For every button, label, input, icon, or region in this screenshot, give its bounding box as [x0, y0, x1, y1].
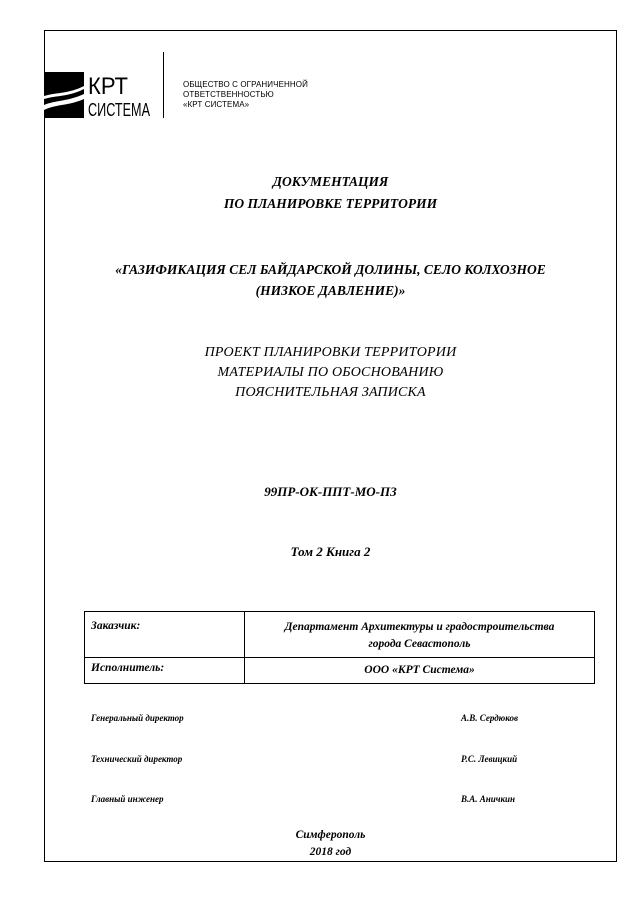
info-table	[84, 611, 595, 684]
footer-city: Симферополь	[295, 829, 366, 841]
table-row	[85, 612, 595, 658]
signature-role: Главный инженер	[91, 794, 164, 804]
customer-value-line: Департамент Архитектуры и градостроительства	[284, 621, 555, 633]
contractor-label: Исполнитель:	[85, 658, 245, 684]
krt-sistema-logo	[44, 72, 159, 118]
company-line: ОБЩЕСТВО С ОГРАНИЧЕННОЙ	[183, 80, 308, 89]
company-line: ОТВЕТСТВЕННОСТЬЮ	[183, 90, 274, 99]
document-title	[44, 171, 617, 215]
volume-label: Том 2 Книга 2	[290, 544, 371, 559]
document-code: 99ПР-ОК-ППТ-МО-ПЗ	[264, 484, 397, 499]
subtitle-line: ПОЯСНИТЕЛЬНАЯ ЗАПИСКА	[235, 385, 426, 400]
footer-year: 2018 год	[309, 846, 352, 858]
subtitle-line: МАТЕРИАЛЫ ПО ОБОСНОВАНИЮ	[217, 365, 444, 380]
document-title-line: ПО ПЛАНИРОВКЕ ТЕРРИТОРИИ	[223, 196, 438, 211]
project-name-line: «ГАЗИФИКАЦИЯ СЕЛ БАЙДАРСКОЙ ДОЛИНЫ, СЕЛО КОЛХОЗНОЕ	[115, 262, 546, 277]
customer-label: Заказчик:	[85, 612, 245, 658]
document-title-line: ДОКУМЕНТАЦИЯ	[272, 174, 389, 189]
signature-role: Технический директор	[91, 754, 183, 764]
signature-role: Генеральный директор	[91, 713, 184, 723]
signature-name: Р.С. Левицкий	[461, 754, 518, 764]
signature-name: А.В. Сердюков	[461, 713, 518, 723]
contractor-value: ООО «КРТ Система»	[245, 658, 595, 684]
customer-value	[245, 612, 595, 658]
logo-text-krt: КРТ	[88, 73, 129, 100]
document-subtitle	[44, 343, 617, 403]
project-name	[44, 259, 617, 301]
company-name	[183, 80, 308, 110]
signature-name: В.А. Аничкин	[461, 794, 516, 804]
page-frame	[44, 30, 617, 862]
logo-divider	[163, 52, 164, 118]
logo-text-sistema: СИСТЕМА	[88, 100, 150, 120]
company-line: «КРТ СИСТЕМА»	[183, 100, 250, 109]
table-row	[85, 658, 595, 684]
customer-value-line: города Севастополь	[368, 638, 471, 650]
project-name-line: (НИЗКОЕ ДАВЛЕНИЕ)»	[255, 283, 406, 298]
footer	[44, 827, 617, 861]
subtitle-line: ПРОЕКТ ПЛАНИРОВКИ ТЕРРИТОРИИ	[204, 345, 457, 360]
